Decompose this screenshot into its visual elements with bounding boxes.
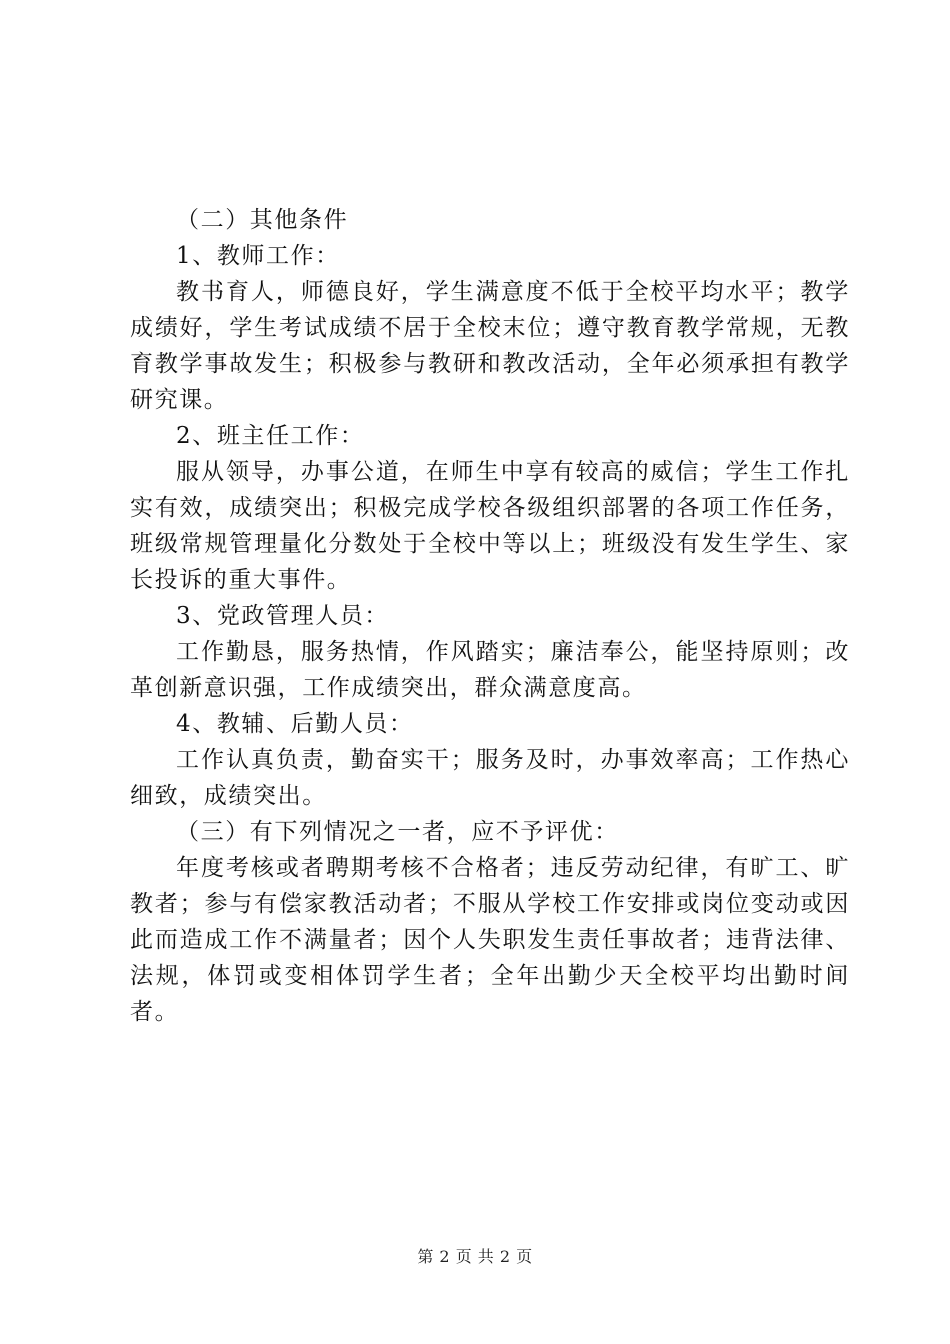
section-heading-disqualification: （三）有下列情况之一者，应不予评优：	[176, 819, 619, 845]
section-heading-other-conditions: （二）其他条件	[176, 207, 349, 233]
subheading-teacher-work: 1、教师工作：	[176, 243, 340, 269]
paragraph-disqualification: 年度考核或者聘期考核不合格者；违反劳动纪律，有旷工、旷教者；参与有偿家教活动者；不服从学校工作安排或岗位变动或因此而造成工作不满量者；因个人失职发生责任事故者；违背法律、法规，体罚或变相体罚学生者；全年出勤少天全校平均出勤时间者。	[130, 855, 850, 1025]
document-body	[130, 202, 850, 1030]
subheading-support-staff: 4、教辅、后勤人员：	[176, 711, 414, 737]
paragraph-teacher-work: 教书育人，师德良好，学生满意度不低于全校平均水平；教学成绩好，学生考试成绩不居于全校末位；遵守教育教学常规，无教育教学事故发生；积极参与教研和教改活动，全年必须承担有教学研究课。	[130, 279, 850, 413]
paragraph-support-staff: 工作认真负责，勤奋实干；服务及时，办事效率高；工作热心细致，成绩突出。	[130, 747, 850, 809]
paragraph-class-teacher-work: 服从领导，办事公道，在师生中享有较高的威信；学生工作扎实有效，成绩突出；积极完成学校各级组织部署的各项工作任务，班级常规管理量化分数处于全校中等以上；班级没有发生学生、家长投诉的重大事件。	[130, 459, 850, 593]
paragraph-admin-staff: 工作勤恳，服务热情，作风踏实；廉洁奉公，能坚持原则；改革创新意识强，工作成绩突出，群众满意度高。	[130, 639, 850, 701]
subheading-class-teacher-work: 2、班主任工作：	[176, 423, 365, 449]
page-number-footer: 第 2 页 共 2 页	[417, 1247, 533, 1266]
subheading-admin-staff: 3、党政管理人员：	[176, 603, 390, 629]
